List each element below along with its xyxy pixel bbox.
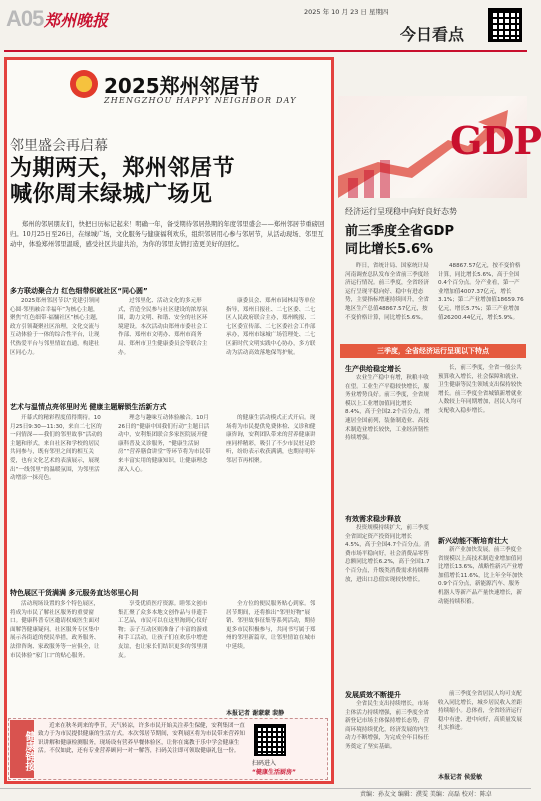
festival-banner-title: 2025郑州邻居节 (104, 74, 260, 98)
health-qr-caption: 扫码进入 (252, 760, 277, 767)
economy-body-column: 前三季度全省居民人均可支配收入同比增长，城乡居民收入差距持续缩小。总体看，全省经济运行稳中有进、进中向好，高质量发展扎实推进。 (438, 691, 522, 732)
page-footer: 责编：孙友文 编辑：濮雯 美编：高磊 校对：陈卓 (0, 788, 531, 801)
economy-subhead: 生产供给稳定增长 (345, 365, 401, 373)
economy-body-column: 农业生产稳中有增，秋粮丰收在望。工业生产平稳较快增长，服务业增势良好。前三季度，全省规模以上工业增加值同比增长8.4%，高于全国2.2个百分点，增速居全国前列，装备制造业、高技术制造业增长较快，工业经济韧性持续增强。 (345, 375, 430, 442)
festival-banner-subtitle: ZHENGZHOU HAPPY NEIGHBOR DAY (104, 96, 297, 105)
article-body-column: 过邻里化、活动文化的多元形式，营造全民参与社区建设的浓厚氛围，助力文明、和谐、安全的社区环境建设。本次活动由郑州市委社会工作部、郑州市文明办、郑州市商务局、郑州市卫生健康委员会等联合主办。 (118, 298, 208, 356)
article-lead: 郑州的邻居朋友们，快把日历标记起来！明确一年，备受期待邻居热期的年度邻里盛会——郑州邻居节重磅回归。10月25日至26日，在绿城广场，文化服务与健康福利欢乐，组织邻居用心参与邻居节，从活动现场、邻里互动中，体验郑州邻里温暖，感受社区共建共治，为你的邻里友情打造更美好的回忆。 (10, 221, 325, 248)
economy-body-column: 48867.57亿元，按不变价格计算，同比增长5.6%，高于全国0.4个百分点。分产业看，第一产业增加值4007.37亿元，增长3.1%；第二产业增加值18659.76亿元，增长5.7%；第三产业增加值26200.44亿元，增长5.9%。 (438, 263, 524, 321)
article-body-column: 的健康生活动模式正式开启。现场将为市民提供免费体检、义诊和健康咨询，安利团队带来的营养健康讲座同样精彩，吸引了不少市民驻足聆听，纷纷表示收获满满，也期待明年邻居节再相聚。 (226, 415, 316, 464)
article-body-column: 理念与趣味互动体验融合。10月26日的“健康中国我们行动”主题日活动中，安利集团联合多家医院展开健康科普及义诊服务，“健康生活厨房”“营养膳食讲堂”等环节将为市民带来丰富实用的健康知识，让健康理念深入人心。 (118, 415, 211, 473)
health-link-text: 近来在秋冬到来的季节，天气转凉，许多市民开始关注养生保健，安利集团一直致力于为市民提供健康的生活方式。本次邻居节期间，安利展区将为市民带来营养知识讲解和健康检测服务，现场设有营养早餐体验区，让你在寓教于乐中学会健康生活。不仅如此，还有专业营养顾问一对一解答，扫码关注即可领取健康礼包一份。 (38, 723, 245, 755)
economy-body-column: 投资规模持续扩大，前三季度全省固定资产投资同比增长4.5%，高于全国4.7个百分点。消费市场平稳向好，社会消费品零售总额同比增长6.2%，高于全国1.7个百分点，升级类消费需求持续释放，进出口总值实现较快增长。 (345, 525, 430, 583)
header-divider (4, 50, 527, 52)
economy-credits: 本报记者 侯爱敏 (438, 774, 483, 781)
qr-code-icon[interactable] (488, 8, 522, 42)
article-subhead: 特色展区干货满满 多元服务直达邻里心间 (10, 589, 139, 597)
economy-section-banner: 三季度，全省经济运行呈现以下特点 (340, 344, 526, 358)
economy-subhead: 发展质效不断提升 (345, 691, 401, 699)
article-headline-line2: 喊你周末绿城广场见 (10, 181, 213, 207)
economy-body-column: 昨日，省统计局、国家统计局河南调查总队发布全省前三季度经济运行情况。前三季度，全省经济运行呈现平稳向好、稳中有进态势，主要指标增速持续回升，全省地区生产总值48867.57亿元，按不变价格计算，同比增长5.6%。 (345, 263, 429, 321)
article-headline-line1: 为期两天，郑州邻居节 (10, 155, 236, 181)
article-kicker: 邻里盛会再启幕 (10, 138, 108, 154)
newspaper-logo: 郑州晚报 (44, 11, 109, 30)
article-body-column: 2025郑州邻居节以“党建引领同心圆·邻里融合幸福年”为核心主题，聚焦“红色细带·福慵社区”核心主题，政方引领凝聚社区治理，文化交流与互动体验于一体的综合性平台，让现代热爱平台与邻里情谊直通，构建社区同心力。 (10, 298, 102, 356)
economy-subhead: 新兴动能不断培育壮大 (438, 537, 508, 545)
economy-body-column: 长，前三季度，全省一般公共预算收入增长，社会保障和就业、卫生健康等民生领域支出保持较快增长。前三季度全省城镇新增就业人数较上年同期增加，居民人均可支配收入稳步增长。 (438, 365, 522, 414)
section-title: 今日看点 (400, 25, 465, 44)
article-body-column: 康委员会、郑州市园林局等单位指导，郑州日报社、二七区委、二七区人民政府联合主办，郑州晚报、二七区委宣传部、二七区委社会工作部承办，郑州市绿城广场管理处、二七区新时代文明实践中心协办，多方联动为活动高效落地保驾护航。 (226, 298, 316, 356)
article-subhead: 多方联动聚合力 红色细带织就社区“同心圆” (10, 287, 148, 295)
date-line: 2025 年 10 月 23 日 星期四 (304, 8, 389, 16)
economy-body-column: 全省民生支出持续增长，市场主体活力持续增强，前三季度全省新登记市场主体保持增长态势，营商环境持续优化，经济发展的内生动力不断增强，为完成全年目标任务奠定了坚实基础。 (345, 701, 429, 750)
article-body-column: 全方位的便民服务贴心到家。邻居节期间，还将推出“邻里好物”展销、邻里故事征集等系列活动，期待更多市民积极参与，共同书写属于郑州的邻里新篇章，让邻里情谊在城市中延续。 (226, 601, 316, 650)
article-body-column: 享受优质医疗资源。睦邻文创市集汇聚了众多本地文创作品与非遗手工艺品，市民可以在这里淘到心仪好物；亲子互动区则准备了丰富的游戏和手工活动，让孩子们在欢乐中增进友谊，也让家长们结识更多的邻里朋友。 (118, 601, 208, 659)
economy-headline-line2: 同比增长5.6% (345, 242, 434, 257)
economy-headline-line1: 前三季度全省GDP (345, 224, 454, 239)
health-qr-code-icon[interactable] (254, 724, 286, 756)
gdp-title-graphic: GDP (450, 118, 541, 163)
article-subhead: 艺术与温情点亮邻里时光 健康主题解锁生活新方式 (10, 403, 167, 411)
article-credits: 本报记者 谢蒙蒙 裴静 (226, 710, 285, 717)
economy-kicker: 经济运行呈现稳中向好良好态势 (345, 207, 457, 216)
health-link-tag: 健康链接 (10, 720, 34, 778)
economy-subhead: 有效需求稳步释放 (345, 515, 401, 523)
page-number: A05 (6, 6, 44, 31)
economy-body-column: 新产业加快发展，前三季度全省规模以上高技术制造业增加值同比增长13.6%，战略性新兴产业增加值增长11.6%，比上年全年加快0.9个百分点，新能源汽车、服务机器人等新产品产量快速增长，新动能持续积蓄。 (438, 547, 523, 605)
article-body-column: 活动现场设置的多个特色展区，将成为市民了解社区服务的重要窗口。健康科普专区邀请权威医生面对面解答健康疑问，社区服务专区集中展示各街道的便民举措，政务服务、法律咨询、家政服务等一应俱全，让市民体验“家门口”的贴心服务。 (10, 601, 100, 659)
festival-logo-icon (70, 70, 98, 98)
health-qr-caption-highlight: “健康生活厨房” (252, 769, 296, 776)
article-body-column: 开幕式的精彩程度值得期待。10月25日9:30—11:30，来自二七区的一问情深——我们的邻里故事”活动的主题和形式，来自社区和学校的居民共同参与，既有邻里之间的相互关爱，也有文化艺术的表演展示，展现出“一线邻里”的温暖氛围，为邻里活动增添一抹亮色。 (10, 415, 103, 482)
